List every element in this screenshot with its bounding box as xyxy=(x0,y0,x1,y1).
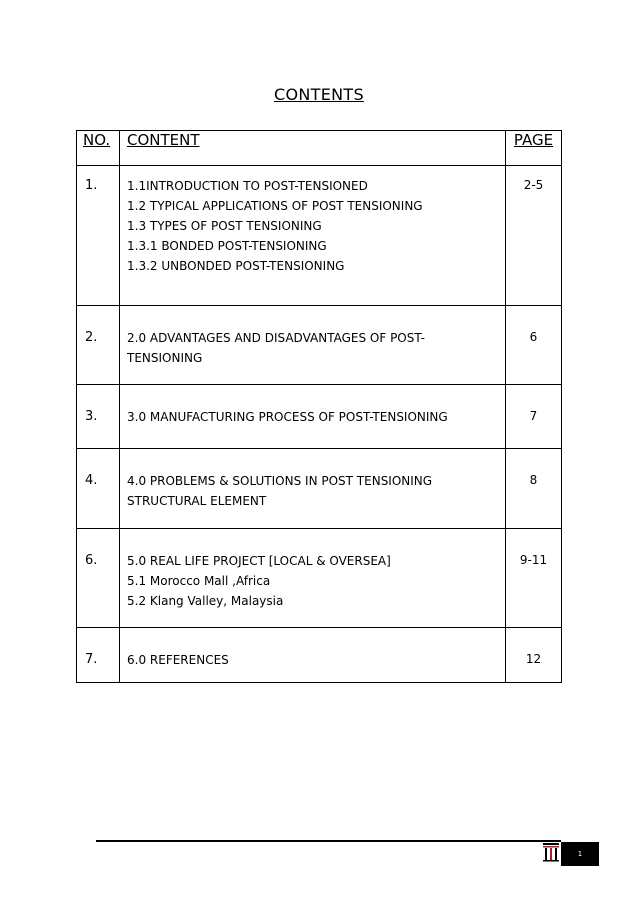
content-line: 1.2 TYPICAL APPLICATIONS OF POST TENSIONING xyxy=(127,199,423,213)
row-content xyxy=(120,306,506,385)
university-logo-icon xyxy=(542,842,560,862)
table-row xyxy=(77,306,562,385)
table-row xyxy=(77,628,562,683)
content-line: 3.0 MANUFACTURING PROCESS OF POST-TENSIONING xyxy=(127,410,448,424)
content-line: 1.3.1 BONDED POST-TENSIONING xyxy=(127,239,327,253)
row-number: 2. xyxy=(77,306,120,385)
content-line: 5.1 Morocco Mall ,Africa xyxy=(127,574,271,588)
contents-table xyxy=(76,130,562,683)
content-line: 1.3 TYPES OF POST TENSIONING xyxy=(127,219,322,233)
row-content xyxy=(120,449,506,529)
footer-rule xyxy=(96,840,561,842)
table-row xyxy=(77,166,562,306)
row-number: 3. xyxy=(77,385,120,449)
page-number-badge: 1 xyxy=(561,842,599,866)
header-content: CONTENT xyxy=(120,131,506,166)
row-page: 6 xyxy=(506,306,562,385)
table-row xyxy=(77,449,562,529)
content-line: 5.0 REAL LIFE PROJECT [LOCAL & OVERSEA] xyxy=(127,554,391,568)
content-line: 6.0 REFERENCES xyxy=(127,653,229,667)
row-number: 7. xyxy=(77,628,120,683)
table-row xyxy=(77,529,562,628)
table-row xyxy=(77,385,562,449)
header-no: NO. xyxy=(77,131,120,166)
row-page: 8 xyxy=(506,449,562,529)
content-line: STRUCTURAL ELEMENT xyxy=(127,494,267,508)
content-line: TENSIONING xyxy=(127,351,203,365)
row-content xyxy=(120,166,506,306)
row-content xyxy=(120,529,506,628)
content-line: 5.2 Klang Valley, Malaysia xyxy=(127,594,284,608)
row-content xyxy=(120,385,506,449)
row-page: 2-5 xyxy=(506,166,562,306)
content-line: 2.0 ADVANTAGES AND DISADVANTAGES OF POST- xyxy=(127,331,425,345)
table-header-row xyxy=(77,131,562,166)
row-number: 4. xyxy=(77,449,120,529)
content-line: 1.1INTRODUCTION TO POST-TENSIONED xyxy=(127,179,368,193)
row-page: 9-11 xyxy=(506,529,562,628)
header-page: PAGE xyxy=(506,131,562,166)
row-page: 7 xyxy=(506,385,562,449)
row-content xyxy=(120,628,506,683)
content-line: 4.0 PROBLEMS & SOLUTIONS IN POST TENSIONING xyxy=(127,474,433,488)
row-number: 1. xyxy=(77,166,120,306)
row-number: 6. xyxy=(77,529,120,628)
page-title: CONTENTS xyxy=(274,85,364,104)
content-line: 1.3.2 UNBONDED POST-TENSIONING xyxy=(127,259,345,273)
row-page: 12 xyxy=(506,628,562,683)
